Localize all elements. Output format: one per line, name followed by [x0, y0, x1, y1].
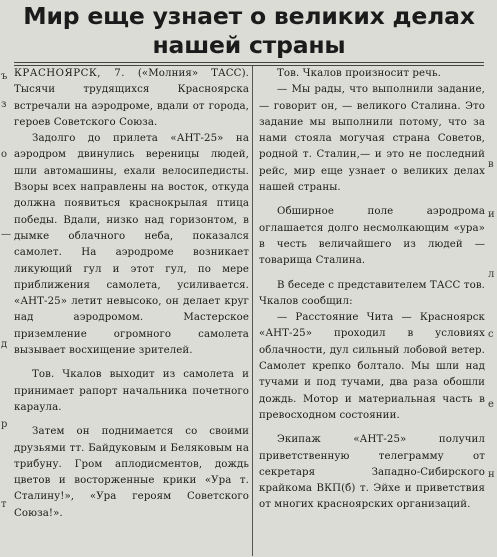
- right-edge-fragment: в и л с е н: [488, 159, 495, 480]
- headline-line-1: Мир еще узнает о великих делах: [23, 2, 475, 30]
- article-column-right: [259, 66, 485, 514]
- paragraph: Тов. Чкалов выходит из самолета и принимает рапорт начальника почетного караула.: [14, 369, 249, 413]
- paragraph-text: («Молния» ТАСС). Тысячи трудящихся Красноярска встречали на аэродроме, вдали от города, героев Советского Союза.: [14, 68, 249, 128]
- paragraph: Экипаж «АНТ-25» получил приветственную телеграмму от секретаря Западно-Сибирского крайкома ВКП(б) т. Эйхе и приветствия от многих красноярских организаций.: [259, 434, 485, 511]
- article-column-left: [14, 66, 249, 522]
- paragraph: — Мы рады, что выполнили задание, — говорит он, — великого Сталина. Это задание мы выполнили потому, что за нами стояла могучая страна Советов, родной т. Сталин,— и это не последний рейс, мир еще узнает о великих делах нашей страны.: [259, 84, 485, 194]
- paragraph: Задолго до прилета «АНТ-25» на аэродром двинулись вереницы людей, шли автомашины, ехали велосипедисты. Взоры всех направлены на восток, откуда должна появиться краснокрылая птица победы. Вдали, низко над горизонтом, в дымке облачного неба, показался самолет. На аэродроме возникает ликующий гул и этот гул, по мере приближения самолета, усиливается. «АНТ-25» летит невысоко, он делает круг над аэродромом. Мастерское приземление огромного самолета вызывает восхищение зрителей.: [14, 133, 249, 357]
- paragraph: Тов. Чкалов произносит речь.: [277, 68, 441, 79]
- paragraph: [14, 66, 249, 131]
- column-divider: [252, 66, 253, 556]
- left-edge-fragment: ъ з о — д р т: [1, 71, 11, 510]
- paragraph: Затем он поднимается со своими друзьями тт. Байдуковым и Беляковым на трибуну. Гром аплодисментов, дождь цветов и восторженные крики «Ура т. Сталину!», «Ура героям Советского Союза!».: [14, 426, 249, 519]
- dateline: КРАСНОЯРСК, 7.: [14, 68, 125, 79]
- paragraph: Обширное поле аэродрома оглашается долго несмолкающим «ура» в честь величайшего из людей — товарища Сталина.: [259, 206, 485, 267]
- article-headline: [14, 2, 484, 60]
- paragraph: — Расстояние Чита — Красноярск «АНТ-25» проходил в условиях облачности, дул сильный лобовой ветер. Самолет крепко болтало. Мы шли над тучами и под тучами, два раза обошли дождь. Мотор и материальная часть в превосходном состоянии.: [259, 312, 485, 421]
- paragraph: В беседе с представителем ТАСС тов. Чкалов сообщил:: [259, 279, 485, 307]
- headline-line-2: нашей страны: [152, 31, 346, 59]
